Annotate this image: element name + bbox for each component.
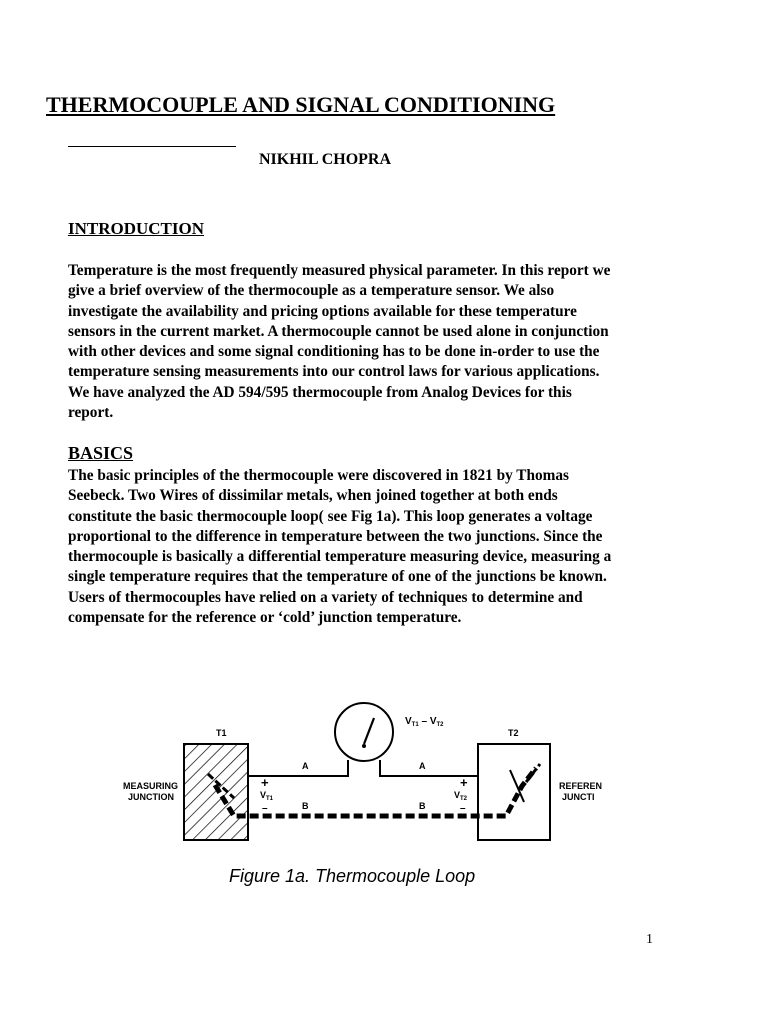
wire-a-right [380,760,478,776]
paragraph-line: sensors in the current market. A thermocouple cannot be used alone in conjunction [68,322,609,340]
label-t2: T2 [508,728,519,738]
label-t1: T1 [216,728,227,738]
label-wire-a-left: A [302,761,309,771]
label-vt2: $V_{T2}$ [454,790,468,802]
label-plus-right: + [460,775,468,790]
label-reference-junction-1: REFEREN [559,781,603,791]
label-wire-b-right: B [419,801,426,811]
paragraph-line: temperature sensing measurements into our control laws for various applications. [68,363,600,381]
label-vt1: $V_{T1}$ [260,790,274,802]
footnote-rule [68,146,236,147]
author-name: NIKHIL CHOPRA [259,151,392,168]
paragraph-line: constitute the basic thermocouple loop( see Fig 1a). This loop generates a voltage [68,507,593,525]
voltmeter-icon [335,703,393,761]
label-reference-junction-2: JUNCTI [562,792,595,802]
section-heading-introduction: INTRODUCTION [68,219,205,238]
figure-caption: Figure 1a. Thermocouple Loop [229,866,476,886]
label-plus-left: + [261,775,269,790]
paragraph-line: Temperature is the most frequently measured physical parameter. In this report we [68,262,611,279]
label-measuring-junction-2: JUNCTION [127,792,174,802]
wire-a-left [248,760,348,776]
page-number: 1 [646,932,653,947]
section-heading-basics: BASICS [68,443,134,463]
measuring-junction-block [184,744,248,840]
label-wire-a-right: A [419,761,426,771]
paragraph-line: give a brief overview of the thermocouple as a temperature sensor. We also [68,282,555,300]
introduction-paragraph [68,261,668,423]
paragraph-line: investigate the availability and pricing options available for these temperature [68,302,577,320]
paragraph-line: We have analyzed the AD 594/595 thermocouple from Analog Devices for this [68,383,572,401]
label-measuring-junction-1: MEASURING [122,781,178,791]
paragraph-line: thermocouple is basically a differential temperature measuring device, measuring a [68,548,612,566]
paragraph-line: compensate for the reference or ‘cold’ junction temperature. [68,609,462,627]
paragraph-line: Seebeck. Two Wires of dissimilar metals, when joined together at both ends [68,487,558,505]
paragraph-line: report. [68,404,114,422]
paragraph-line: proportional to the difference in temperature between the two junctions. Since the [68,527,603,545]
label-wire-b-left: B [302,801,309,811]
paragraph-line: The basic principles of the thermocouple were discovered in 1821 by Thomas [68,467,569,484]
document-title: THERMOCOUPLE AND SIGNAL CONDITIONING [46,92,556,117]
paragraph-line: single temperature requires that the temperature of one of the junctions be known. [68,568,607,586]
paragraph-line: Users of thermocouples have relied on a variety of techniques to determine and [68,588,583,606]
reference-junction-block [478,744,550,840]
label-minus-right: – [460,803,466,814]
label-minus-left: – [262,803,268,814]
paragraph-line: with other devices and some signal conditioning has to be done in-order to use the [68,343,600,361]
basics-paragraph [68,466,668,628]
label-meter-voltage: $V_{T1} - V_{T2}$ [405,716,444,728]
